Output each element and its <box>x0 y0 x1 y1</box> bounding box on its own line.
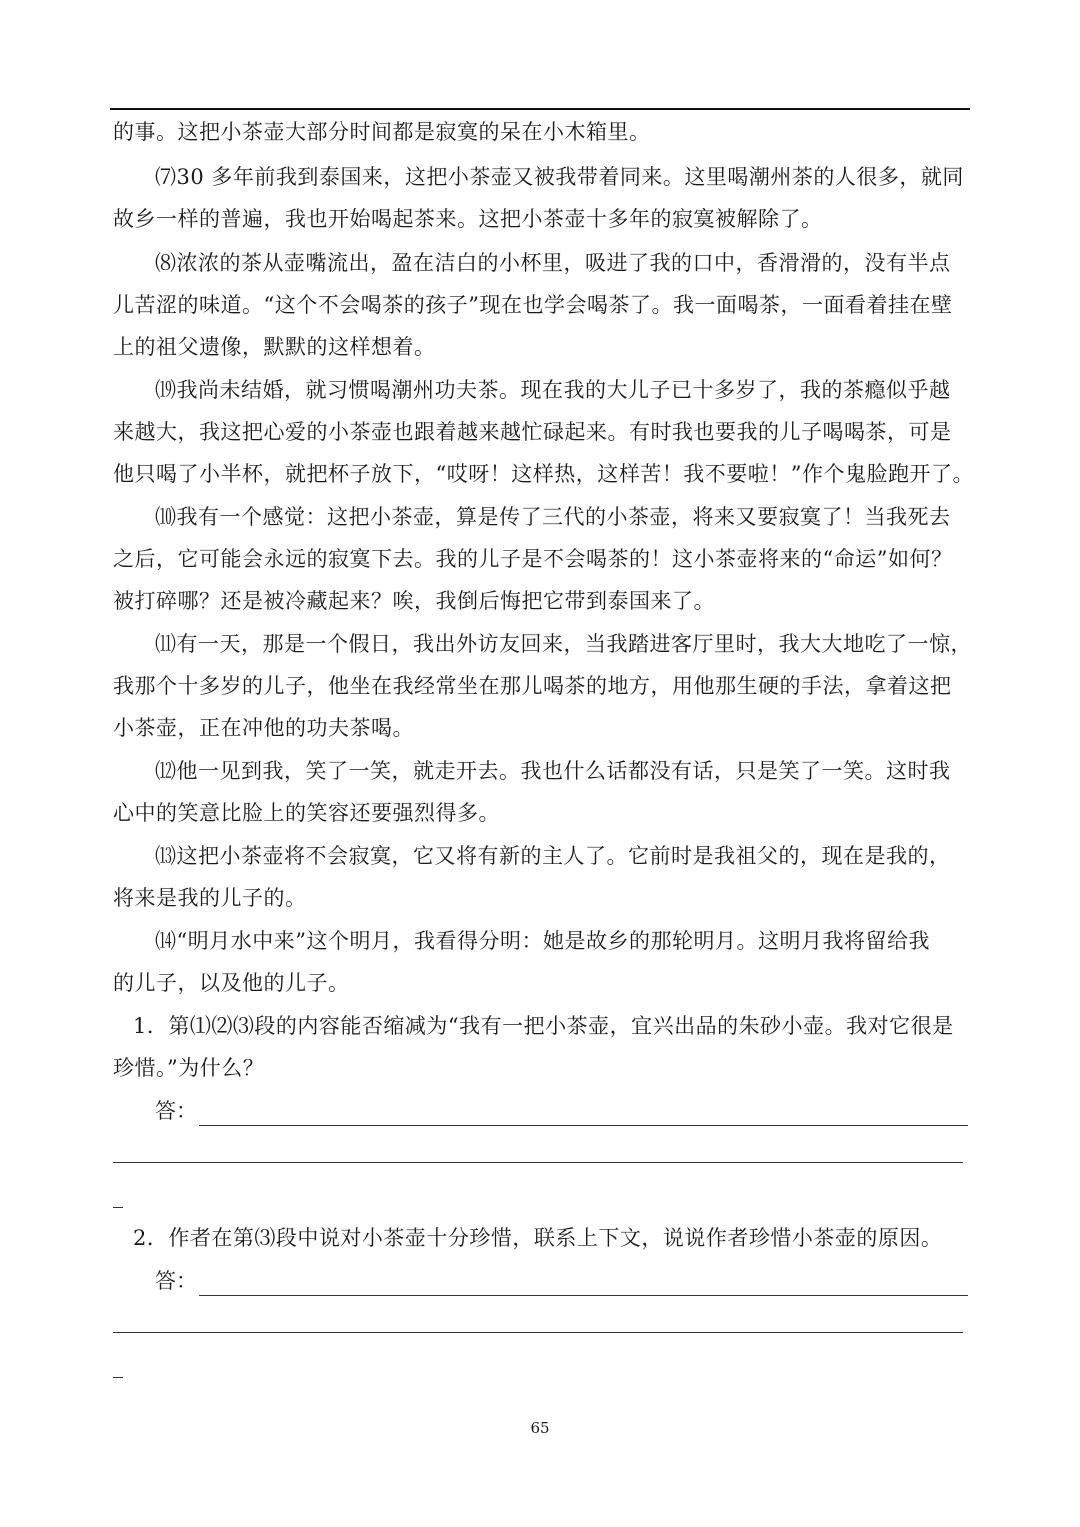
answer-2-blank[interactable] <box>199 1273 968 1296</box>
answer-1-line-stub <box>113 1207 123 1208</box>
text-line: 心中的笑意比脸上的笑容还要强烈得多。 <box>113 801 500 825</box>
text-line: 将来是我的儿子的。 <box>113 886 307 910</box>
question-1: 1．第⑴⑵⑶段的内容能否缩减为“我有一把小茶壶，宜兴出品的朱砂小壶。我对它很是 <box>133 1014 954 1038</box>
answer-label: 答： <box>155 1099 197 1123</box>
text-line: 故乡一样的普遍，我也开始喝起茶来。这把小茶壶十多年的寂寞被解除了。 <box>113 207 823 231</box>
paragraph-11-line-1: ⑾有一天，那是一个假日，我出外访友回来，当我踏进客厅里时，我大大地吃了一惊， <box>155 632 972 656</box>
header-rule <box>110 108 970 110</box>
answer-1-blank[interactable] <box>199 1103 968 1126</box>
question-1-continued: 珍惜。”为什么？ <box>113 1056 265 1080</box>
paragraph-13-line-1: ⒀这把小茶壶将不会寂寞，它又将有新的主人了。它前时是我祖父的，现在是我的， <box>155 844 951 868</box>
answer-2-row[interactable] <box>155 1266 968 1296</box>
paragraph-9-line-1: ⒆我尚未结婚，就习惯喝潮州功夫茶。现在我的大儿子已十多岁了，我的茶瘾似乎越 <box>155 378 951 402</box>
paragraph-12-line-1: ⑿他一见到我，笑了一笑，就走开去。我也什么话都没有话，只是笑了一笑。这时我 <box>155 759 951 783</box>
text-line: 他只喝了小半杯，就把杯子放下，“哎呀！这样热，这样苦！我不要啦！”作个鬼脸跑开了。 <box>113 462 974 486</box>
answer-1-line-2[interactable] <box>113 1162 963 1163</box>
paragraph-14-line-1: ⒁“明月水中来”这个明月，我看得分明：她是故乡的那轮明月。这明月我将留给我 <box>155 929 930 953</box>
text-line: 小茶壶，正在冲他的功夫茶喝。 <box>113 716 414 740</box>
text-line: 我那个十多岁的儿子，他坐在我经常坐在那儿喝茶的地方，用他那生硬的手法，拿着这把 <box>113 674 952 698</box>
answer-2-line-2[interactable] <box>113 1332 963 1333</box>
paragraph-7-line-1: ⑺30 多年前我到泰国来，这把小茶壶又被我带着同来。这里喝潮州茶的人很多，就同 <box>155 165 964 189</box>
text-line: 被打碎哪？还是被冷藏起来？唉，我倒后悔把它带到泰国来了。 <box>113 589 715 613</box>
text-line: 的事。这把小茶壶大部分时间都是寂寞的呆在小木箱里。 <box>113 120 651 144</box>
paragraph-8-line-1: ⑻浓浓的茶从壶嘴流出，盈在洁白的小杯里，吸进了我的口中，香滑滑的，没有半点 <box>155 251 951 275</box>
question-2: 2．作者在第⑶段中说对小茶壶十分珍惜，联系上下文，说说作者珍惜小茶壶的原因。 <box>133 1226 943 1250</box>
answer-1-row[interactable] <box>155 1096 968 1126</box>
text-line: 之后，它可能会永远的寂寞下去。我的儿子是不会喝茶的！这小茶壶将来的“命运”如何？ <box>113 547 953 571</box>
text-line: 上的祖父遗像，默默的这样想着。 <box>113 335 436 359</box>
page-number: 65 <box>530 1419 550 1437</box>
answer-2-line-stub <box>113 1377 123 1378</box>
text-line: 儿苦涩的味道。“这个不会喝茶的孩子”现在也学会喝茶了。我一面喝茶，一面看着挂在壁 <box>113 293 953 317</box>
answer-label: 答： <box>155 1269 197 1293</box>
paragraph-10-line-1: ⑽我有一个感觉：这把小茶壶，算是传了三代的小茶壶，将来又要寂寞了！当我死去 <box>155 505 951 529</box>
text-line: 来越大，我这把心爱的小茶壶也跟着越来越忙碌起来。有时我也要我的儿子喝喝茶，可是 <box>113 420 952 444</box>
text-line: 的儿子，以及他的儿子。 <box>113 971 350 995</box>
